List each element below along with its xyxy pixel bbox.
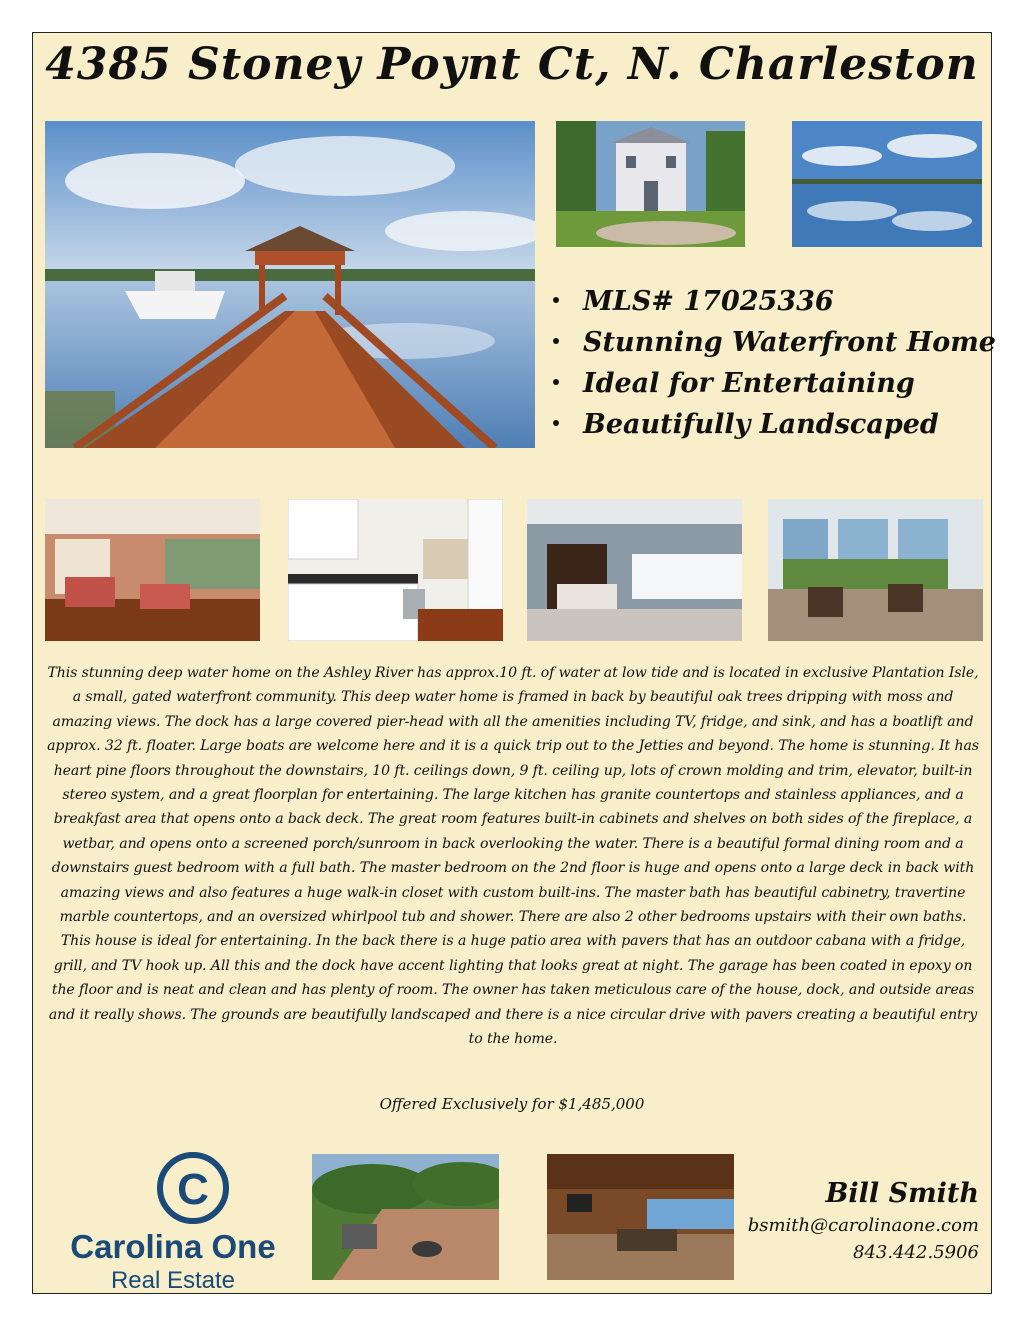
dock-photo [45, 121, 535, 448]
logo-subtitle: Real Estate [110, 1267, 236, 1294]
flyer-sheet [32, 32, 996, 1294]
kitchen-photo [288, 499, 503, 641]
bullet-icon [553, 297, 559, 303]
pier-head-photo [547, 1154, 734, 1280]
water-view-photo [792, 121, 982, 247]
feature-item: Ideal for Entertaining [553, 363, 996, 404]
feature-item: Stunning Waterfront Home [553, 322, 996, 363]
house-exterior-photo [556, 121, 745, 247]
feature-list [553, 281, 996, 445]
logo-name: Carolina One [70, 1228, 276, 1265]
great-room-photo [45, 499, 260, 641]
property-description: This stunning deep water home on the Ashley River has approx.10 ft. of water at low tide and is located in exclusive Plantation Isle, a small, gated waterfront community. This deep water home is framed in back by beautiful oak trees dripping with moss and amazing views. The dock has a large covered pier-head with all the amenities including TV, fridge, and sink, and has a boatlift and approx. 32 ft. floater. Large boats are welcome here and it is a quick trip out to the Jetties and beyond. The home is stunning. It has heart pine floors throughout the downstairs, 10 ft. ceilings down, 9 ft. ceiling up, lots of crown molding and trim, elevator, built-in stereo system, and a great floorplan for entertaining. The large kitchen has granite countertops and stainless appliances, and a breakfast area that opens onto a back deck. The great room features built-in cabinets and shelves on both sides of the fireplace, a wetbar, and opens onto a screened porch/sunroom in back overlooking the water. There is a beautiful formal dining room and a downstairs guest bedroom with a full bath. The master bedroom on the 2nd floor is huge and opens onto a large deck in back with amazing views and also features a huge walk-in closet with custom built-ins. The master bath has beautiful cabinetry, travertine marble countertops, and an oversized whirlpool tub and shower. There are also 2 other bedrooms upstairs with their own baths. This house is ideal for entertaining. In the back there is a huge patio area with pavers that has an outdoor cabana with a fridge, grill, and TV hook up. All this and the dock have accent lighting that looks great at night. The garage has been coated in epoxy on the floor and is neat and clean and has plenty of room. The owner has taken meticulous care of the house, dock, and outside areas and it really shows. The grounds are beautifully landscaped and there is a nice circular drive with pavers creating a beautiful entry to the home. [47, 665, 979, 1048]
sunroom-photo [768, 499, 983, 641]
logo-mark-letter: C [177, 1165, 209, 1214]
agent-contact [748, 1178, 979, 1263]
bullet-icon [553, 420, 559, 426]
bullet-icon [553, 379, 559, 385]
agent-name: Bill Smith [825, 1178, 979, 1209]
feature-item: Beautifully Landscaped [553, 404, 996, 445]
agent-email[interactable]: bsmith@carolinaone.com [747, 1215, 979, 1236]
company-logo [53, 1148, 293, 1293]
feature-item: MLS# 17025336 [553, 281, 996, 322]
master-bedroom-photo [527, 499, 742, 641]
property-title: 4385 Stoney Poynt Ct, N. Charleston [45, 39, 979, 90]
bullet-icon [553, 338, 559, 344]
logo-mark-icon [153, 1148, 233, 1228]
offer-price: Offered Exclusively for $1,485,000 [379, 1095, 645, 1113]
patio-photo [312, 1154, 499, 1280]
agent-phone[interactable]: 843.442.5906 [853, 1242, 979, 1263]
